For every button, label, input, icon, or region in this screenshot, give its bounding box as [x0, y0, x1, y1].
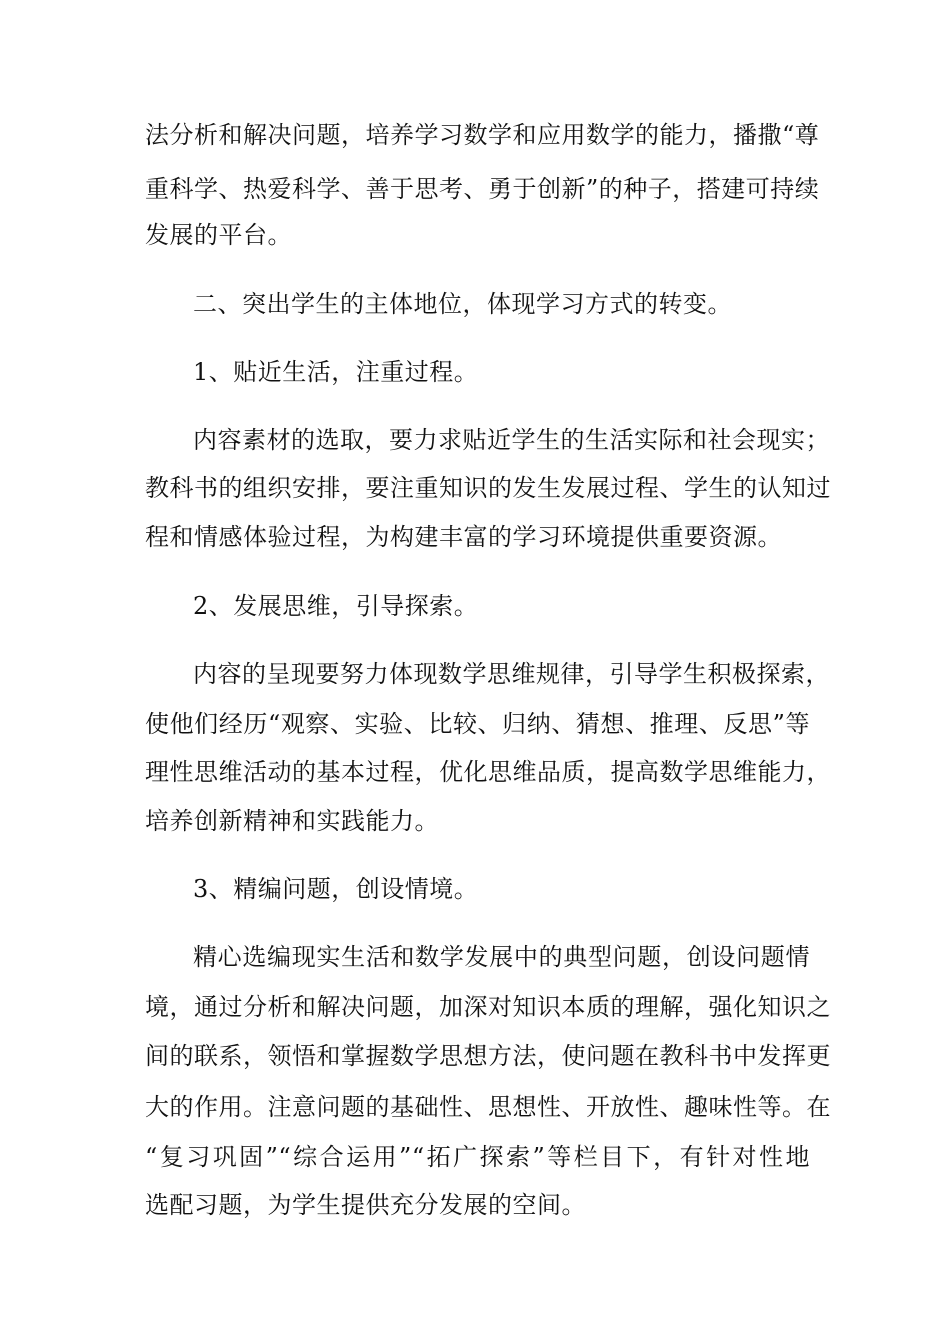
text-line: 培养创新精神和实践能力。	[145, 807, 439, 835]
text-line: 程和情感体验过程，为构建丰富的学习环境提供重要资源。	[145, 523, 782, 551]
text-line: 间的联系，领悟和掌握数学思想方法，使问题在教科书中发挥更	[145, 1042, 831, 1070]
text-line: 教科书的组织安排，要注重知识的发生发展过程、学生的认知过	[145, 474, 831, 502]
text-line: 法分析和解决问题，培养学习数学和应用数学的能力，播撒“尊	[145, 121, 820, 149]
text-line: 境，通过分析和解决问题，加深对知识本质的理解，强化知识之	[145, 993, 831, 1021]
subsection-heading: 1、贴近生活，注重过程。	[193, 358, 479, 386]
subsection-heading: 3、精编问题，创设情境。	[193, 875, 479, 903]
text-line: 发展的平台。	[145, 221, 292, 249]
text-line: “复习巩固”“综合运用”“拓广探索”等栏目下，有针对性地	[145, 1143, 810, 1171]
text-line: 精心选编现实生活和数学发展中的典型问题，创设问题情	[193, 943, 810, 971]
text-line: 使他们经历“观察、实验、比较、归纳、猜想、推理、反思”等	[145, 710, 810, 738]
text-line: 选配习题，为学生提供充分发展的空间。	[145, 1191, 586, 1219]
text-line: 重科学、热爱科学、善于思考、勇于创新”的种子，搭建可持续	[145, 175, 820, 203]
text-line: 理性思维活动的基本过程，优化思维品质，提高数学思维能力，	[145, 758, 831, 786]
text-line: 内容的呈现要努力体现数学思维规律，引导学生积极探索，	[193, 660, 830, 688]
section-heading: 二、突出学生的主体地位，体现学习方式的转变。	[193, 290, 732, 318]
text-line: 内容素材的选取，要力求贴近学生的生活实际和社会现实；	[193, 426, 830, 454]
subsection-heading: 2、发展思维，引导探索。	[193, 592, 479, 620]
text-line: 大的作用。注意问题的基础性、思想性、开放性、趣味性等。在	[145, 1093, 831, 1121]
